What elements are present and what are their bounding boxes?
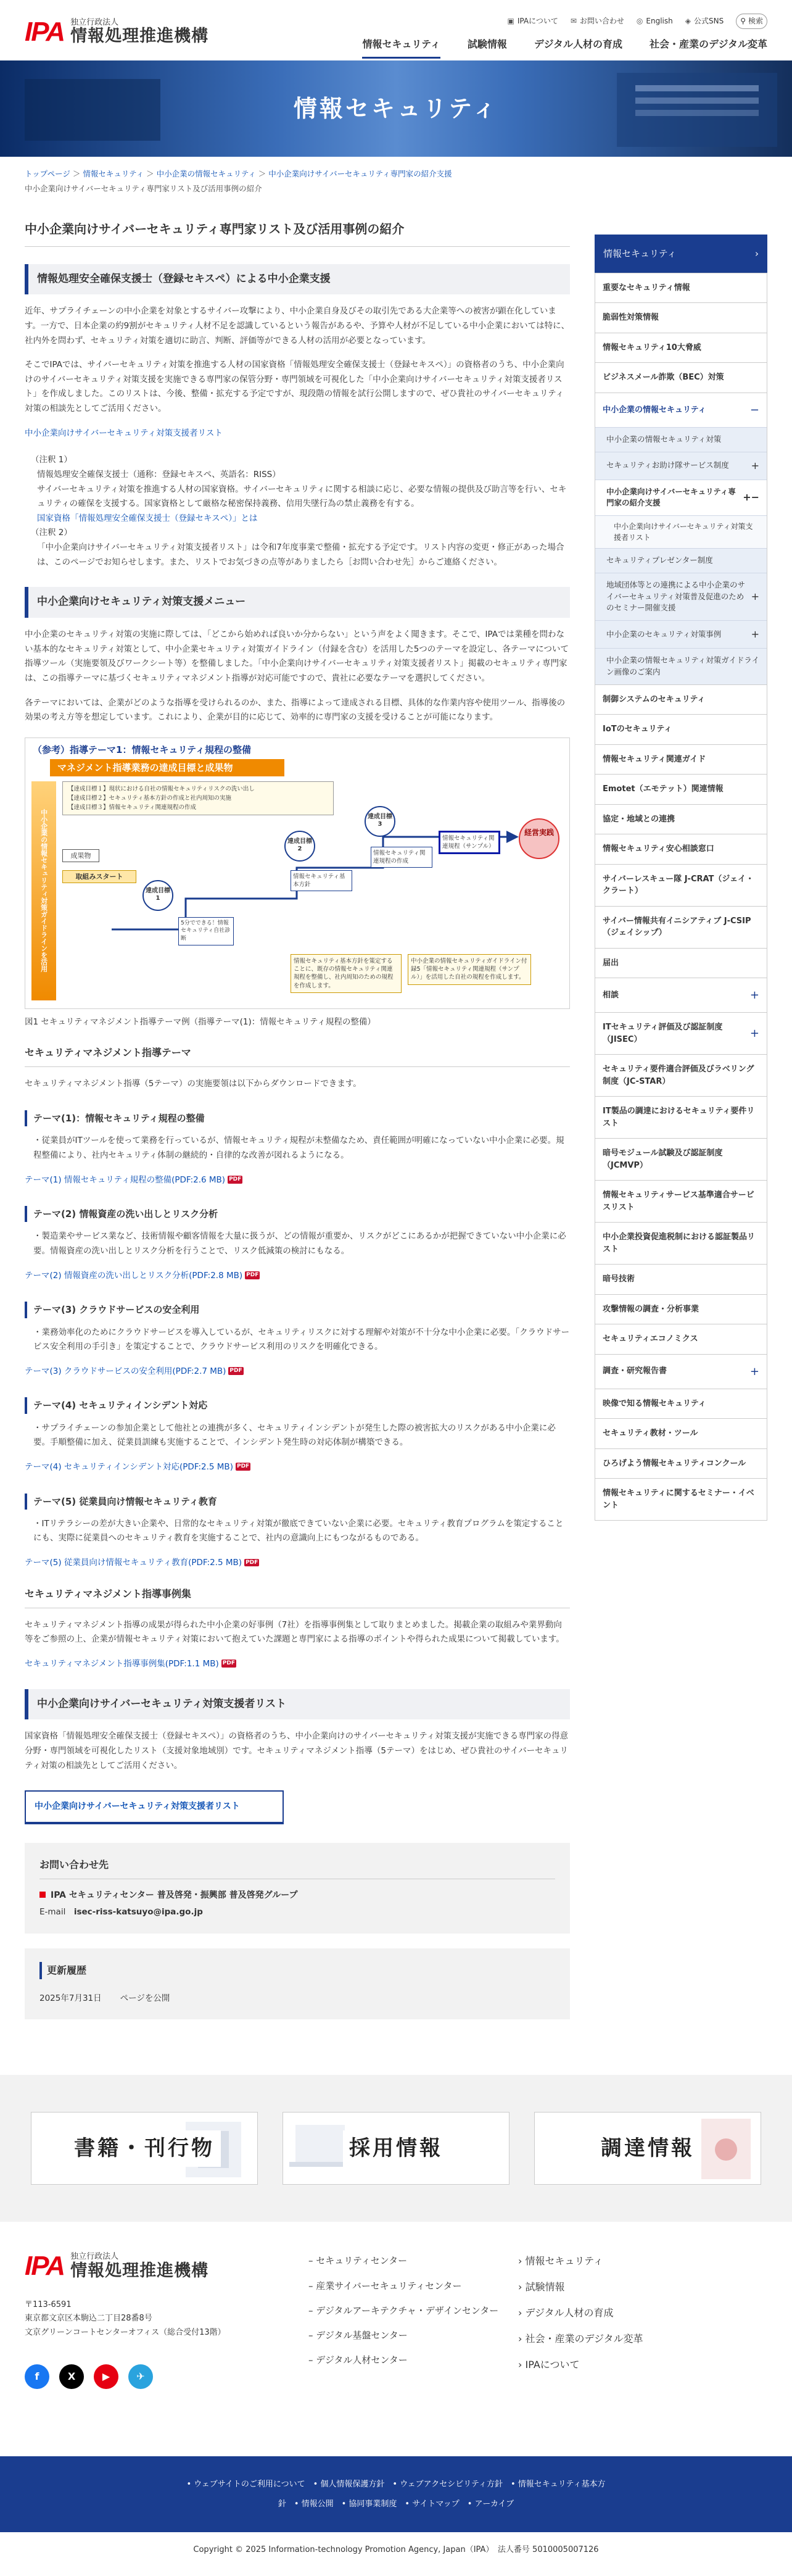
sidebar-item[interactable]: ITセキュリティ評価及び認証制度（JISEC） + (595, 1012, 767, 1054)
sidebar-item[interactable]: サイバーレスキュー隊 J-CRAT（ジェイ・クラート） (595, 864, 767, 906)
banner-procurement[interactable]: 調達情報 (534, 2112, 761, 2185)
theme-5-desc: ・ITリテラシーの差が大きい企業や、日常的なセキュリティ対策が徹底できていない企業に必要。セキュリティ教育プログラムを策定することにも、実際に従業員へのセキュリティ教育を実施することで、社内の意識向上にもつながるものである。 (33, 1518, 564, 1544)
plus-icon: + (749, 989, 759, 1002)
footer-nav-link[interactable]: › 情報セキュリティ (518, 2255, 603, 2267)
minus-icon: − (751, 491, 759, 504)
sidebar (595, 235, 767, 2020)
sidebar-item[interactable]: 脆弱性対策情報 (595, 302, 767, 333)
contact-box (25, 1843, 570, 1934)
chevron-right-icon: › (755, 247, 759, 259)
share-icon: ◈ (685, 17, 691, 25)
footer (0, 2222, 792, 2456)
section-cases-heading: セキュリティマネジメント指導事例集 (25, 1585, 570, 1608)
theme-1-heading: テーマ(1)：情報セキュリティ規程の整備 (25, 1110, 570, 1126)
sidebar-item[interactable]: 情報セキュリティに関するセミナー・イベント (595, 1478, 767, 1520)
note-1: （注釈 1） 情報処理安全確保支援士（通称：登録セキスペ、英語名：RISS） サイバーセキュリティ対策を推進する人材の国家資格。サイバーセキュリティに関する相談に応じ、必要な情報の提供及び助言等を行い、セキュリティの確保を支援する。国家資格として厳格な秘密保持義務、信用失墜行為の禁止義務を有する。 国家資格「情報処理安全確保支援士（登録セキスペ）」とは （注釈 2） 「中小企業向けサイバーセキュリティ対策支援者リスト」は令和7年度事業で整備・拡充する予定です。リスト内容の変更・修正があった場合は、このページでお知らせします。また、リストでお気づきの点等がありましたら［お問い合わせ先］からご連絡ください。 (25, 453, 570, 570)
fig-goal1: 達成目標1 (142, 880, 173, 911)
theme-3-desc: ・業務効率化のためにクラウドサービスを導入しているが、セキュリティリスクに対する理解や対策が不十分な中小企業に必要。「クラウドサービス安全利用の手引き」を策定することで、クラウドサービス利用のリスクを明確化できる。 (33, 1327, 570, 1352)
plus-icon: + (749, 1365, 759, 1378)
search-icon: ⚲ (740, 17, 746, 25)
banner-recruit[interactable]: 採用情報 (283, 2112, 509, 2185)
nav-digital-hr[interactable]: デジタル人材の育成 (534, 38, 622, 50)
nav-dx[interactable]: 社会・産業のデジタル変革 (649, 38, 767, 50)
page-title: 中小企業向けサイバーセキュリティ専門家リスト及び活用事例の紹介 (25, 210, 570, 247)
youtube-icon[interactable]: ▶ (94, 2364, 118, 2389)
sidebar-item[interactable]: IoTのセキュリティ (595, 714, 767, 744)
figure-title: （参考）指導テーマ1：情報セキュリティ規程の整備 (33, 744, 251, 755)
util-about[interactable]: ▣ IPAについて (508, 15, 558, 28)
breadcrumb-security[interactable]: 情報セキュリティ (83, 169, 144, 178)
footer-nav-link[interactable]: › 試験情報 (518, 2281, 565, 2293)
fig-rules-sample: 情報セキュリティ関連規程（サンプル） (439, 831, 500, 855)
footer-center-link[interactable]: – デジタルアーキテクチャ・デザインセンター (308, 2304, 499, 2316)
sidebar-item[interactable]: 重要なセキュリティ情報 (595, 273, 767, 303)
history-row: 2025年7月31日 ページを公開 (39, 1993, 170, 2003)
figure-theme1 (25, 737, 570, 1009)
history-title: 更新履歴 (39, 1962, 555, 1979)
cases-paragraph: セキュリティマネジメント指導の成果が得られた中小企業の好事例（7社）を指導事例集として取りまとめました。掲載企業の取組みや業界動向等をご参照の上、企業が情報セキュリティ対策において抱えていた課題と専門家による指導のポイントや得られた成果について掲載しています。 (25, 1619, 564, 1645)
sidebar-item[interactable]: 中小企業投資促進税制における認証製品リスト (595, 1222, 767, 1264)
menu-paragraph-2: 各テーマにおいては、企業がどのような指導を受けられるのか、また、指導によって達成される目標、具体的な作業内容や使用ツール、指導後の効果の考え方等を想定しています。これにより、企業が目的に応じて、効率的に専門家の支援を受けることが可能になります。 (25, 697, 566, 723)
sidebar-item[interactable]: セキュリティエコノミクス (595, 1324, 767, 1354)
site-logo[interactable] (25, 19, 208, 46)
square-icon (39, 1892, 46, 1898)
sidebar-subitem[interactable]: 中小企業の情報セキュリティ対策 (595, 427, 767, 452)
sidebar-item[interactable]: 相談 + (595, 978, 767, 1012)
util-contact[interactable]: ✉ お問い合わせ (571, 15, 624, 28)
breadcrumb: トップページ ＞ 情報セキュリティ ＞ 中小企業の情報セキュリティ ＞ 中小企業向けサイバーセキュリティ専門家の紹介支援 中小企業向けサイバーセキュリティ専門家リスト及び活用事例の紹介 (25, 169, 452, 193)
logo-sub: 独立行政法人 (70, 18, 119, 27)
globe-icon: ◎ (636, 17, 643, 25)
sidebar-item[interactable]: 情報セキュリティ関連ガイド (595, 744, 767, 775)
riss-paragraph-2: そこでIPAでは、サイバーセキュリティ対策を推進する人材の国家資格「情報処理安全確保支援士（登録セキスペ）」の資格者のうち、中小企業向けのサイバーセキュリティ対策支援を実施できる専門家の保管分野・専門領域を可視化した「中小企業向けサイバーセキュリティ対策支援者リスト」を作成しました。このリストは、今後、整備・拡充する予定ですが、現段階の情報を試行公開しますので、ぜひ貴社のサイバーセキュリティ対策の相談先としてご活用ください。 (25, 360, 564, 413)
x-icon[interactable]: X (59, 2364, 84, 2389)
fig-note-1: 情報セキュリティ基本方針を策定することに、既存の情報セキュリティ関連規程を整備し、社内周知のための規程を作成します。 (291, 954, 402, 993)
theme-3-pdf-link[interactable]: テーマ(3) クラウドサービスの安全利用(PDF:2.7 MB) PDF (25, 1366, 242, 1376)
fig-goal3: 達成目標3 (365, 806, 395, 837)
theme-5-pdf-link[interactable]: テーマ(5) 従業員向け情報セキュリティ教育(PDF:2.5 MB) PDF (25, 1558, 258, 1568)
breadcrumb-current: 中小企業向けサイバーセキュリティ専門家リスト及び活用事例の紹介 (25, 183, 262, 193)
contact-email: E-mail isec-riss-katsuyo@ipa.go.jp (39, 1907, 203, 1917)
sidebar-header[interactable]: 情報セキュリティ › (595, 235, 767, 273)
cases-pdf-link[interactable]: セキュリティマネジメント指導事例集(PDF:1.1 MB) PDF (25, 1658, 235, 1669)
breadcrumb-sme[interactable]: 中小企業の情報セキュリティ (156, 169, 256, 178)
fig-note-2: 中小企業の情報セキュリティガイドライン付録5「情報セキュリティ関連規程（サンプル）」を活用した自社の規程を作成します。 (408, 954, 531, 985)
contact-title: お問い合わせ先 (39, 1856, 555, 1879)
section-themes-heading: セキュリティマネジメント指導テーマ (25, 1044, 570, 1067)
plus-icon: + (743, 491, 751, 504)
sidebar-item[interactable]: 暗号モジュール試験及び認証制度（JCMVP） (595, 1138, 767, 1180)
pdf-icon: PDF (222, 1660, 235, 1667)
footer-nav-link[interactable]: › IPAについて (518, 2359, 580, 2371)
fig-practice: 経営実践 (519, 818, 559, 859)
section-menu-heading: 中小企業向けセキュリティ対策支援メニュー (25, 587, 570, 618)
pdf-icon: PDF (236, 1463, 250, 1470)
pdf-icon: PDF (229, 1368, 242, 1374)
sidebar-subitem[interactable]: セキュリティプレゼンター制度 (595, 548, 767, 573)
sidebar-menu (595, 273, 767, 1521)
util-sns[interactable]: ◈ 公式SNS (685, 15, 724, 28)
plus-icon: + (751, 590, 759, 602)
theme-2-desc: ・製造業やサービス業など、技術情報や顧客情報を大量に扱うが、どの情報が重要か、リスクがどこにあるかが把握できていない中小企業に必要。情報資産の洗い出しとリスク分析を行うことで、リスク低減策の検討にもなる。 (33, 1231, 566, 1256)
footer-logo[interactable]: IPA 独立行政法人 情報処理推進機構 (25, 2251, 209, 2282)
sidebar-subitem[interactable]: 中小企業向けサイバーセキュリティ対策支援者リスト (595, 515, 767, 548)
sidebar-item[interactable]: 映像で知る情報セキュリティ (595, 1389, 767, 1419)
pdf-icon: PDF (245, 1559, 258, 1566)
sidebar-item[interactable]: Emotet（エモテット）関連情報 (595, 774, 767, 804)
figure-side-arrow: 中小企業の情報セキュリティ対策ガイドラインを活用 (31, 781, 56, 1000)
footer-center-link[interactable]: – デジタル基盤センター (308, 2330, 408, 2341)
theme-4-pdf-link[interactable]: テーマ(4) セキュリティインシデント対応(PDF:2.5 MB) PDF (25, 1461, 250, 1472)
mail-icon: ✉ (570, 17, 577, 25)
footer-nav-link[interactable]: › デジタル人材の育成 (518, 2307, 614, 2319)
footer-center-link[interactable]: – セキュリティセンター (308, 2255, 408, 2267)
nav-security[interactable]: 情報セキュリティ (362, 36, 440, 59)
menu-paragraph-1: 中小企業のセキュリティ対策の実施に際しては、「どこから始めれば良いか分からない」という声をよく聞きます。そこで、IPAでは業種を問わない基本的なセキュリティ対策として、中小企業セキュリティ対策ガイドライン（付録を含む）を活用した5つのテーマを設定し、各テーマについて指導ツール（実施要領及びワークシート等）を整備しました。「中小企業向けサイバーセキュリティ対策支援者リスト」掲載のセキュリティ専門家は、この指導テーマに基づくセキュリティマネジメント指導が対応可能ですので、貴社に必要なテーマを選択してください。 (25, 629, 569, 683)
footer-center-link[interactable]: – デジタル人材センター (308, 2354, 408, 2366)
fig-deliverable: 成果物 (62, 849, 99, 862)
sidebar-item[interactable]: 攻撃情報の調査・分析事業 (595, 1294, 767, 1324)
figure-goals: 【達成目標１】現状における自社の情報セキュリティリスクの洗い出し 【達成目標２】セキュリティ基本方針の作成と社内周知の実施 【達成目標３】情報セキュリティ関連規程の作成 (62, 781, 334, 816)
telegram-icon[interactable]: ✈ (128, 2364, 153, 2389)
sidebar-item[interactable]: セキュリティ要件適合評価及びラベリング制度（JC-STAR） (595, 1054, 767, 1096)
sidebar-item[interactable]: 協定・地域との連携 (595, 804, 767, 834)
sidebar-item[interactable]: 情報セキュリティ10大脅威 (595, 333, 767, 363)
supporter-list-link[interactable]: 中小企業向けサイバーセキュリティ対策支援者リスト (25, 428, 223, 438)
banner-publications[interactable]: 書籍・刊行物 (31, 2112, 258, 2185)
sidebar-item[interactable]: サイバー情報共有イニシアティブ J-CSIP（ジェイシップ） (595, 906, 767, 948)
utility-nav (508, 14, 768, 29)
sidebar-item[interactable]: 情報セキュリティ安心相談窓口 (595, 834, 767, 864)
sidebar-item[interactable]: 中小企業の情報セキュリティ − (595, 393, 767, 427)
footer-center-link[interactable]: – 産業サイバーセキュリティセンター (308, 2280, 462, 2291)
themes-intro: セキュリティマネジメント指導（5テーマ）の実施要領は以下からダウンロードできます。 (25, 1079, 361, 1089)
figure-caption: 図1 セキュリティマネジメント指導テーマ例（指導テーマ(1)：情報セキュリティ規程の整備） (25, 1016, 376, 1027)
facebook-icon[interactable]: f (25, 2364, 49, 2389)
riss-paragraph-1: 近年、サプライチェーンの中小企業を対象とするサイバー攻撃により、中小企業自身及びその取引先である大企業等への被害が顕在化しています。一方で、日本企業の約9割がセキュリティ人材不足を認識しているという報告があるや、予算や人材が不足している中小企業においては特に、社内外を問わず、セキュリティ対策を適切に助言、判断、評価等ができる人材の活用が必要となっています。 (25, 306, 570, 346)
breadcrumb-top[interactable]: トップページ (25, 169, 70, 178)
main-content (25, 196, 570, 2020)
fig-self-check: 5分でできる！情報セキュリティ自社診断 (178, 917, 234, 945)
footer-nav-link[interactable]: › 社会・産業のデジタル変革 (518, 2333, 643, 2345)
sidebar-item[interactable]: 情報セキュリティサービス基準適合サービスリスト (595, 1180, 767, 1222)
hero-banner (0, 60, 792, 157)
search-box[interactable]: ⚲ 検索 (736, 14, 767, 29)
history-box (25, 1948, 570, 2020)
sidebar-item[interactable]: セキュリティ教材・ツール (595, 1418, 767, 1448)
sidebar-subitem[interactable]: 中小企業のセキュリティ対策事例 + (595, 620, 767, 648)
figure-banner: マネジメント指導業務の達成目標と成果物 (50, 759, 284, 776)
sidebar-subitem[interactable]: 中小企業の情報セキュリティ対策ガイドライン画像のご案内 (595, 648, 767, 684)
util-english[interactable]: ◎ English (637, 15, 673, 28)
footer-nav (518, 2253, 643, 2432)
fig-rules: 情報セキュリティ関連規程の作成 (371, 847, 432, 868)
section-list-heading: 中小企業向けサイバーセキュリティ対策支援者リスト (25, 1689, 570, 1720)
fig-start: 取組みスタート (62, 870, 136, 883)
riss-about-link[interactable]: 国家資格「情報処理安全確保支援士（登録セキスペ）」とは (37, 513, 258, 523)
breadcrumb-expert[interactable]: 中小企業向けサイバーセキュリティ専門家の紹介支援 (268, 169, 452, 178)
sns-links (25, 2364, 308, 2389)
pdf-icon: PDF (246, 1272, 259, 1279)
list-paragraph: 国家資格「情報処理安全確保支援士（登録セキスペ）」の資格者のうち、中小企業向けのサイバーセキュリティ対策支援が実施できる専門家の得意分野・専門領域を可視化したリスト（支援対象地域別）です。セキュリティマネジメント指導（5テーマ）をはじめ、ぜひ貴社のサイバーセキュリティ対策の相談先としてご活用ください。 (25, 1731, 569, 1771)
theme-2-pdf-link[interactable]: テーマ(2) 情報資産の洗い出しとリスク分析(PDF:2.8 MB) PDF (25, 1270, 259, 1281)
footer-policy-bar[interactable]: • ウェブサイトのご利用について • 個人情報保護方針 • ウェブアクセシビリティ方針 • 情報セキュリティ基本方針 • 情報公開 • 協同事業制度 • サイトマップ • アーカイブ (0, 2456, 792, 2532)
plus-icon: + (751, 459, 759, 472)
sidebar-subitem[interactable]: 中小企業向けサイバーセキュリティ専門家の紹介支援 + − (595, 480, 767, 516)
logo-mark: IPA (25, 17, 65, 47)
banner-row (0, 2075, 792, 2222)
theme-3-heading: テーマ(3) クラウドサービスの安全利用 (25, 1302, 570, 1318)
sidebar-item[interactable]: IT製品の調達におけるセキュリティ要件リスト (595, 1096, 767, 1138)
fig-policy: 情報セキュリティ基本方針 (291, 870, 352, 892)
supporter-list-button[interactable]: 中小企業向けサイバーセキュリティ対策支援者リスト (25, 1790, 284, 1824)
plus-icon: + (749, 1027, 759, 1040)
sidebar-item[interactable]: ビジネスメール詐欺（BEC）対策 (595, 362, 767, 393)
site-header (0, 0, 792, 60)
minus-icon: − (749, 403, 759, 417)
theme-4-desc: ・サプライチェーンの参加企業として他社との連携が多く、セキュリティインシデントが発生した際の被害拡大のリスクがある中小企業に必要。手順整備に加え、従業員訓練も実施することで、インシデント発生時の対応体制が構築できる。 (33, 1423, 556, 1448)
nav-exam[interactable]: 試験情報 (467, 38, 507, 50)
hero-title: 情報セキュリティ (293, 94, 499, 122)
theme-1-desc: ・従業員がITツールを使って業務を行っているが、情報セキュリティ規程が未整備なため、責任範囲が明確になっていない中小企業に必要。規程整備により、社内セキュリティ体制の継続的・自律的な改善が図れるようになる。 (33, 1136, 564, 1160)
contact-org: IPA セキュリティセンター 普及啓発・振興部 普及啓発グループ (39, 1888, 555, 1903)
global-nav (362, 36, 767, 59)
building-icon: ▣ (507, 17, 514, 25)
sidebar-subitem[interactable]: 地域団体等との連携による中小企業のサイバーセキュリティ対策普及促進のためのセミナー開催支援 + (595, 573, 767, 620)
sidebar-item[interactable]: 調査・研究報告書 + (595, 1354, 767, 1389)
sidebar-item[interactable]: 届出 (595, 948, 767, 978)
logo-name: 情報処理推進機構 (70, 27, 209, 46)
sidebar-item[interactable]: ひろげよう情報セキュリティコンクール (595, 1448, 767, 1479)
sidebar-item[interactable]: 制御システムのセキュリティ (595, 684, 767, 715)
fig-goal2: 達成目標2 (284, 831, 315, 862)
pdf-icon: PDF (229, 1176, 242, 1183)
theme-2-heading: テーマ(2) 情報資産の洗い出しとリスク分析 (25, 1206, 570, 1222)
copyright: Copyright © 2025 Information-technology Promotion Agency, Japan（IPA） 法人番号 5010005007126 (0, 2532, 792, 2576)
theme-4-heading: テーマ(4) セキュリティインシデント対応 (25, 1397, 570, 1413)
plus-icon: + (751, 628, 759, 640)
sidebar-item[interactable]: 暗号技術 (595, 1264, 767, 1294)
sidebar-subitem[interactable]: セキュリティお助け隊サービス制度 + (595, 452, 767, 480)
footer-address: 〒113-6591 東京都文京区本駒込二丁目28番8号 文京グリーンコートセンターオフィス（総合受付13階） (25, 2300, 226, 2337)
theme-1-pdf-link[interactable]: テーマ(1) 情報セキュリティ規程の整備(PDF:2.6 MB) PDF (25, 1174, 242, 1185)
footer-centers (308, 2253, 518, 2432)
contact-email-address[interactable]: isec-riss-katsuyo@ipa.go.jp (73, 1907, 203, 1917)
theme-5-heading: テーマ(5) 従業員向け情報セキュリティ教育 (25, 1494, 570, 1510)
section-riss-heading: 情報処理安全確保支援士（登録セキスペ）による中小企業支援 (25, 264, 570, 295)
sidebar-submenu (595, 427, 767, 684)
